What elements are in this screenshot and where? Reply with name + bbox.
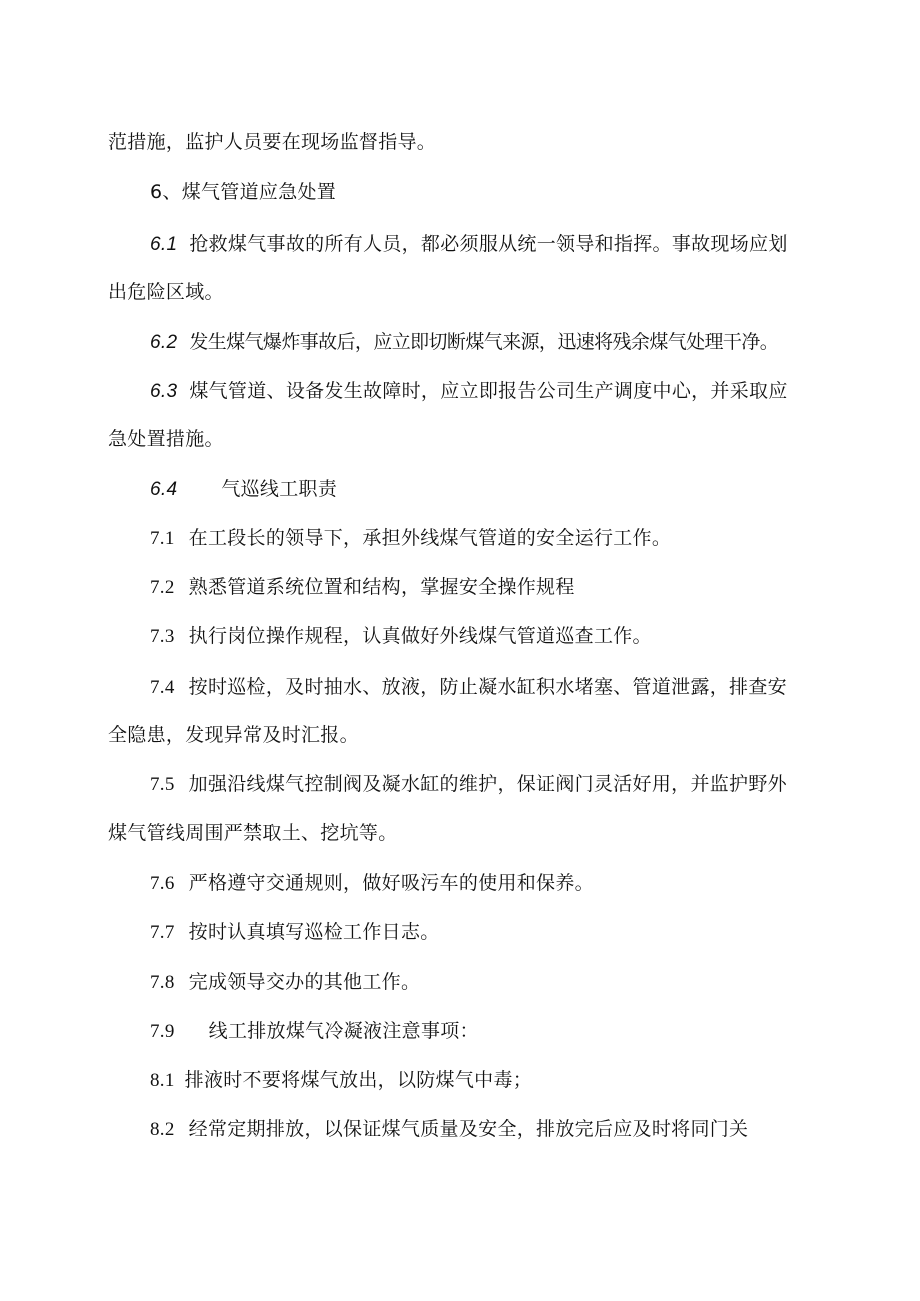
line-text: 煤气管线周围严禁取土、挖坑等。 bbox=[108, 822, 398, 844]
paragraph-line bbox=[150, 918, 830, 947]
line-text: 在工段长的领导下，承担外线煤气管道的安全运行工作。 bbox=[188, 527, 672, 549]
item-number: 7.7 bbox=[150, 922, 175, 943]
paragraph-line bbox=[108, 819, 828, 847]
item-number: 8.1 bbox=[150, 1070, 175, 1091]
line-text: 加强沿线煤气控制阀及凝水缸的维护，保证阀门灵活好用，并监护野外 bbox=[188, 773, 787, 795]
line-text: 煤气管道、设备发生故障时，应立即报告公司生产调度中心，并采取应 bbox=[189, 380, 788, 402]
item-number: 8.2 bbox=[150, 1119, 175, 1140]
line-text: 熟悉管道系统位置和结构，掌握安全操作规程 bbox=[188, 576, 575, 598]
paragraph-line bbox=[150, 1115, 830, 1144]
item-number: 7.9 bbox=[150, 1021, 175, 1042]
line-text: 严格遵守交通规则，做好吸污车的使用和保养。 bbox=[188, 872, 594, 894]
paragraph-line bbox=[150, 869, 830, 898]
subsection-heading bbox=[150, 475, 830, 504]
paragraph-line bbox=[150, 377, 830, 406]
paragraph-line bbox=[150, 1066, 830, 1095]
item-number: 7.2 bbox=[150, 577, 175, 598]
item-number: 7.8 bbox=[150, 972, 175, 993]
paragraph-line bbox=[150, 524, 830, 553]
heading-text: 气巡线工职责 bbox=[221, 478, 338, 500]
paragraph-line bbox=[150, 230, 830, 259]
section-heading bbox=[150, 178, 830, 206]
line-text: 急处置措施。 bbox=[108, 428, 224, 450]
paragraph-line bbox=[108, 721, 828, 749]
item-number: 6.2 bbox=[150, 332, 178, 353]
line-text: 范措施，监护人员要在现场监督指导。 bbox=[108, 131, 437, 153]
item-number: 6.3 bbox=[150, 381, 178, 402]
line-text: 按时巡检，及时抽水、放液，防止凝水缸积水堵塞、管道泄露，排查安 bbox=[188, 676, 787, 698]
line-text: 按时认真填写巡检工作日志。 bbox=[188, 921, 440, 943]
paragraph-line bbox=[150, 770, 830, 799]
line-text: 经常定期排放，以保证煤气质量及安全，排放完后应及时将同门关 bbox=[188, 1118, 749, 1140]
item-number: 6.1 bbox=[150, 234, 178, 255]
heading-text: 6、煤气管道应急处置 bbox=[150, 181, 337, 203]
line-text: 线工排放煤气冷凝液注意事项： bbox=[208, 1020, 479, 1042]
paragraph-line bbox=[150, 673, 830, 702]
paragraph-line bbox=[150, 328, 830, 357]
line-text: 排液时不要将煤气放出，以防煤气中毒； bbox=[184, 1069, 533, 1091]
paragraph-line bbox=[108, 278, 828, 306]
line-text: 完成领导交办的其他工作。 bbox=[188, 971, 421, 993]
item-number: 7.1 bbox=[150, 528, 175, 549]
line-text: 全隐患，发现异常及时汇报。 bbox=[108, 724, 359, 746]
item-number: 7.4 bbox=[150, 677, 175, 698]
item-number: 7.6 bbox=[150, 873, 175, 894]
paragraph-line bbox=[108, 425, 828, 453]
paragraph-line bbox=[108, 128, 828, 156]
line-text: 发生煤气爆炸事故后，应立即切断煤气来源，迅速将残余煤气处理干净。 bbox=[189, 331, 779, 353]
line-text: 执行岗位操作规程，认真做好外线煤气管道巡查工作。 bbox=[188, 625, 652, 647]
paragraph-line bbox=[150, 968, 830, 997]
paragraph-line bbox=[150, 1017, 830, 1046]
line-text: 出危险区域。 bbox=[108, 281, 224, 303]
paragraph-line bbox=[150, 573, 830, 602]
paragraph-line bbox=[150, 622, 830, 651]
item-number: 7.5 bbox=[150, 774, 175, 795]
item-number: 6.4 bbox=[150, 479, 178, 500]
item-number: 7.3 bbox=[150, 626, 175, 647]
line-text: 抢救煤气事故的所有人员，都必须服从统一领导和指挥。事故现场应划 bbox=[189, 233, 788, 255]
